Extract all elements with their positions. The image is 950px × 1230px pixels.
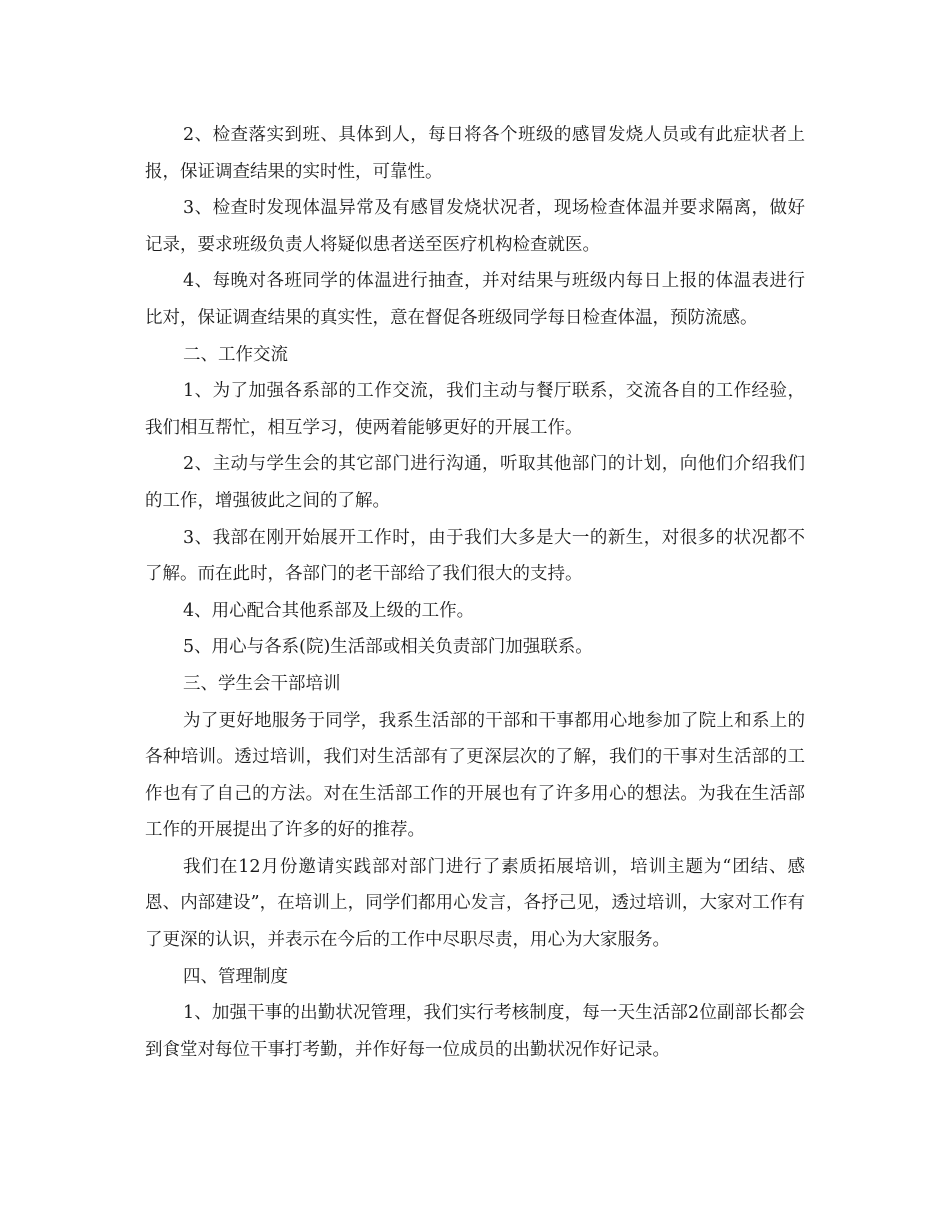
paragraph-training-overview: 为了更好地服务于同学，我系生活部的干部和干事都用心地参加了院上和系上的各种培训。透过培训，我们对生活部有了更深层次的了解，我们的干事对生活部的工作也有了自己的方法。对在生活部工作的开展也有了许多用心的想法。为我在生活部工作的开展提出了许多的好的推荐。 bbox=[145, 710, 805, 841]
document-body bbox=[145, 117, 805, 1068]
section-heading-work-exchange: 二、工作交流 bbox=[183, 344, 288, 365]
paragraph-december-training: 我们在12月份邀请实践部对部门进行了素质拓展培训，培训主题为“团结、感恩、内部建设”，在培训上，同学们都用心发言，各抒己见，透过培训，大家对工作有了更深的认识，并表示在今后的工作中尽职尽责，用心为大家服务。 bbox=[145, 856, 805, 951]
section-heading-management-system: 四、管理制度 bbox=[183, 966, 288, 987]
paragraph-contact-life-departments: 5、用心与各系(院)生活部或相关负责部门加强联系。 bbox=[183, 637, 593, 658]
paragraph-check-by-class: 2、检查落实到班、具体到人，每日将各个班级的感冒发烧人员或有此症状者上报，保证调查结果的实时性，可靠性。 bbox=[145, 125, 805, 182]
paragraph-nightly-spot-check: 4、每晚对各班同学的体温进行抽查，并对结果与班级内每日上报的体温表进行比对，保证调查结果的真实性，意在督促各班级同学每日检查体温，预防流感。 bbox=[145, 271, 805, 328]
paragraph-abnormal-temperature: 3、检查时发现体温异常及有感冒发烧状况者，现场检查体温并要求隔离，做好记录，要求班级负责人将疑似患者送至医疗机构检查就医。 bbox=[145, 198, 805, 255]
section-heading-cadre-training: 三、学生会干部培训 bbox=[183, 673, 341, 694]
paragraph-communicate-departments: 2、主动与学生会的其它部门进行沟通，听取其他部门的计划，向他们介绍我们的工作，增强彼此之间的了解。 bbox=[145, 454, 805, 511]
paragraph-attendance-management: 1、加强干事的出勤状况管理，我们实行考核制度，每一天生活部2位副部长都会到食堂对每位干事打考勤，并作好每一位成员的出勤状况作好记录。 bbox=[145, 1003, 805, 1060]
paragraph-new-students-support: 3、我部在刚开始展开工作时，由于我们大多是大一的新生，对很多的状况都不了解。而在此时，各部门的老干部给了我们很大的支持。 bbox=[145, 527, 805, 585]
paragraph-exchange-with-canteen: 1、为了加强各系部的工作交流，我们主动与餐厅联系，交流各自的工作经验，我们相互帮忙，相互学习，使两着能够更好的开展工作。 bbox=[145, 381, 805, 438]
paragraph-cooperate-superiors: 4、用心配合其他系部及上级的工作。 bbox=[183, 600, 475, 621]
